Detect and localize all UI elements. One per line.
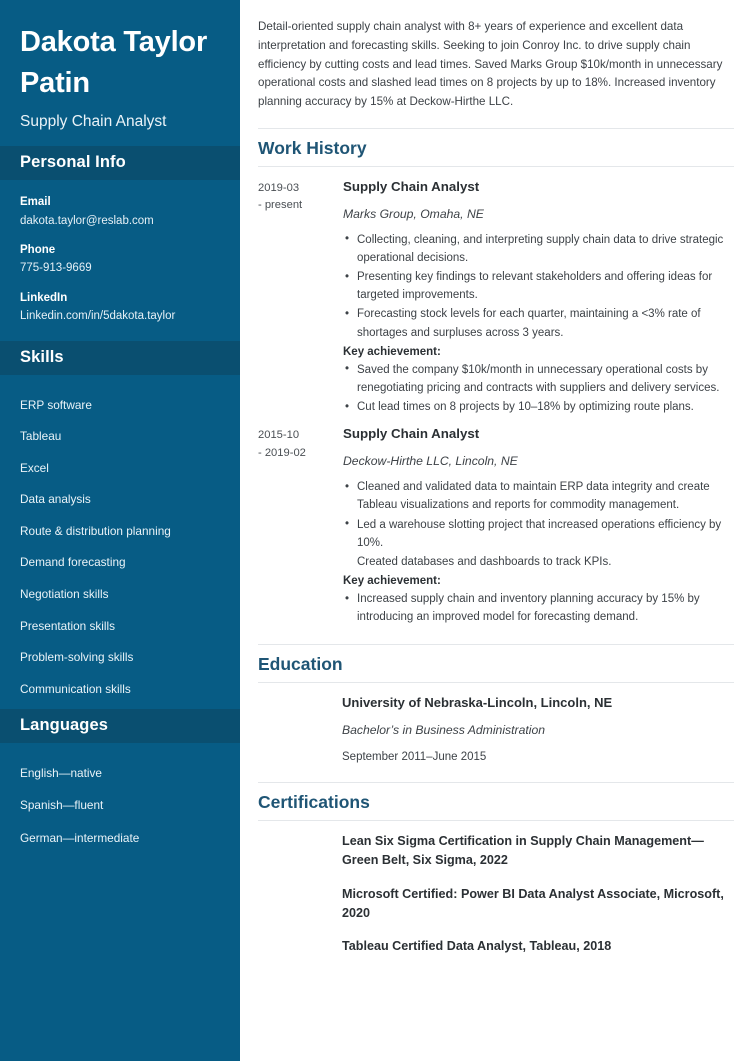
list-item: • Presenting key findings to relevant stakeholders and offering ideas for targeted improvements. xyxy=(343,268,734,304)
list-item: Tableau xyxy=(20,429,62,444)
work-entry-achievements xyxy=(343,361,734,416)
section-title-certifications: Certifications xyxy=(258,792,370,813)
contact-item-phone xyxy=(20,242,220,278)
certification-date-spacer xyxy=(258,937,342,956)
divider xyxy=(258,782,734,783)
divider xyxy=(258,682,734,683)
certification-date-spacer xyxy=(258,832,342,870)
section-title-education: Education xyxy=(258,653,343,674)
certification-date-spacer xyxy=(258,885,342,923)
section-work-history xyxy=(258,128,734,628)
date-start: 2015-10 xyxy=(258,429,300,442)
personal-info-body xyxy=(0,180,240,341)
sidebar xyxy=(0,0,240,1061)
key-achievement-label: Key achievement: xyxy=(343,345,441,358)
certification-entry xyxy=(258,885,734,923)
main-content xyxy=(240,0,750,1061)
contact-item-email xyxy=(20,194,220,230)
work-entry-organization: Marks Group, Omaha, NE xyxy=(343,206,484,221)
certification-text: Microsoft Certified: Power BI Data Analyst Associate, Microsoft, 2020 xyxy=(342,886,724,920)
work-entry-achievements xyxy=(343,590,734,626)
date-start: 2019-03 xyxy=(258,181,300,194)
list-item-continuation: Created databases and dashboards to track KPIs. xyxy=(357,555,612,568)
contact-item-linkedin xyxy=(20,290,220,326)
divider xyxy=(258,820,734,821)
list-item: Demand forecasting xyxy=(20,555,126,570)
skills-heading: Skills xyxy=(0,341,240,375)
contact-label-phone: Phone xyxy=(20,244,56,257)
list-item: English—native xyxy=(20,765,102,780)
education-entry xyxy=(258,694,734,767)
languages-heading: Languages xyxy=(0,709,240,743)
education-entry-body xyxy=(342,694,734,767)
divider xyxy=(258,166,734,167)
list-item: Spanish—fluent xyxy=(20,798,104,813)
languages-body xyxy=(0,743,240,859)
list-item: • Saved the company $10k/month in unnecessary operational costs by renegotiating pricing and contracts with suppliers and delivery services. xyxy=(343,361,734,397)
date-end: - present xyxy=(258,199,303,212)
list-item: • Forecasting stock levels for each quarter, maintaining a <3% rate of shortages and surpluses across 3 years. xyxy=(343,305,734,341)
work-entry-bullets xyxy=(343,231,734,342)
list-item: • Collecting, cleaning, and interpreting supply chain data to drive strategic operational decisions. xyxy=(343,231,734,267)
skills-body xyxy=(0,375,240,708)
work-entry-role: Supply Chain Analyst xyxy=(343,178,480,194)
education-degree: Bachelor’s in Business Administration xyxy=(342,722,545,737)
work-entry-organization: Deckow-Hirthe LLC, Lincoln, NE xyxy=(343,453,518,468)
work-entry-role: Supply Chain Analyst xyxy=(343,426,480,442)
contact-value-phone[interactable]: 775-913-9669 xyxy=(20,262,92,275)
name-block xyxy=(0,0,240,146)
candidate-name: Dakota Taylor Patin xyxy=(20,26,208,100)
work-entry xyxy=(258,425,734,627)
candidate-job-title: Supply Chain Analyst xyxy=(20,113,167,131)
list-item: Communication skills xyxy=(20,681,131,696)
list-item: Route & distribution planning xyxy=(20,523,171,538)
contact-label-linkedin: LinkedIn xyxy=(20,291,68,304)
education-dates: September 2011–June 2015 xyxy=(342,751,487,764)
work-entry-body xyxy=(342,425,734,627)
certification-entry xyxy=(258,937,734,956)
contact-value-email[interactable]: dakota.taylor@reslab.com xyxy=(20,214,154,227)
list-item: German—intermediate xyxy=(20,830,140,845)
list-item: Problem-solving skills xyxy=(20,650,134,665)
certification-entry xyxy=(258,832,734,870)
list-item: ERP software xyxy=(20,397,92,412)
work-entry-bullets xyxy=(343,478,734,571)
work-entry-dates xyxy=(258,178,342,417)
list-item: Presentation skills xyxy=(20,618,116,633)
certification-text: Tableau Certified Data Analyst, Tableau, 2018 xyxy=(342,938,612,953)
professional-summary: Detail-oriented supply chain analyst with 8+ years of experience and excellent data interpretation and forecasting skills. Seeking to join Conroy Inc. to drive supply chain efficiency by cutting costs and lead times. Saved Marks Group $10k/month in unnecessary operational costs and slashed lead times on 8 projects by up to 18%. Increased inventory planning accuracy by 15% at Deckow-Hirthe LLC. xyxy=(258,20,723,109)
education-date-spacer xyxy=(258,694,342,767)
work-entry-dates xyxy=(258,425,342,627)
list-item: • Increased supply chain and inventory planning accuracy by 15% by introducing an improved model for forecasting demand. xyxy=(343,590,734,626)
education-school: University of Nebraska-Lincoln, Lincoln, NE xyxy=(342,694,613,710)
work-entry xyxy=(258,178,734,417)
key-achievement-label: Key achievement: xyxy=(343,575,441,588)
languages-list xyxy=(20,757,220,855)
list-item: Negotiation skills xyxy=(20,587,109,601)
list-item: • Led a warehouse slotting project that increased operations efficiency by 10%. xyxy=(343,516,734,552)
work-entry-body xyxy=(342,178,734,417)
divider xyxy=(258,128,734,129)
date-end: - 2019-02 xyxy=(258,446,306,459)
skills-list xyxy=(20,389,220,704)
section-education xyxy=(258,644,734,767)
certification-text: Lean Six Sigma Certification in Supply Chain Management—Green Belt, Six Sigma, 2022 xyxy=(342,834,704,868)
list-item: Excel xyxy=(20,460,49,475)
section-certifications xyxy=(258,782,734,956)
list-item: • Cleaned and validated data to maintain ERP data integrity and create Tableau visualizations and reports for commodity management. xyxy=(343,478,734,514)
list-item: • Cut lead times on 8 projects by 10–18% by optimizing route plans. xyxy=(343,398,734,416)
list-item: Data analysis xyxy=(20,492,91,507)
section-title-work-history: Work History xyxy=(258,137,367,158)
contact-value-linkedin[interactable]: Linkedin.com/in/5dakota.taylor xyxy=(20,310,176,323)
contact-label-email: Email xyxy=(20,196,51,209)
personal-info-heading: Personal Info xyxy=(0,146,240,180)
divider xyxy=(258,644,734,645)
